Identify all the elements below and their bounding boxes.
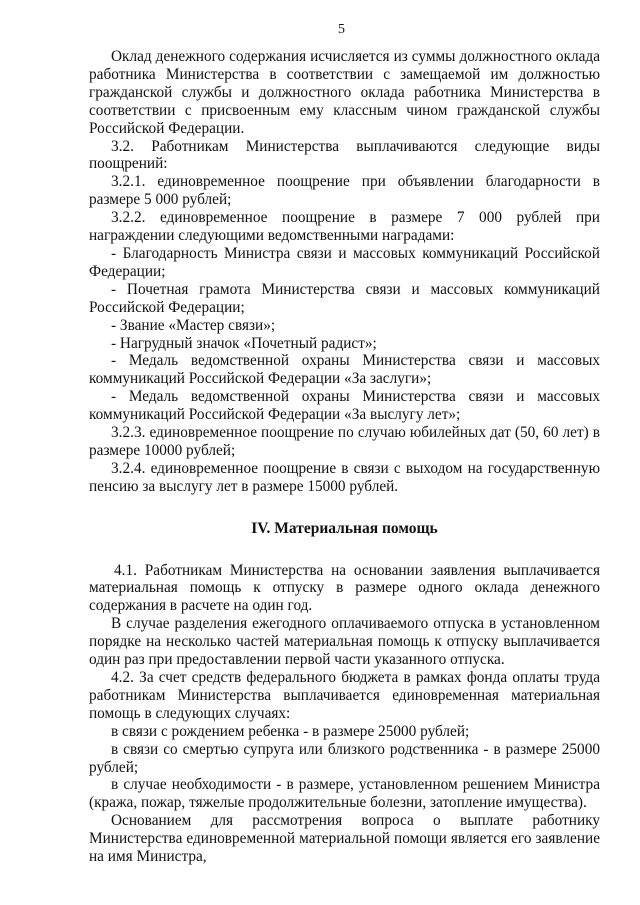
paragraph-salary-composition: Оклад денежного содержания исчисляется из суммы должностного оклада работника Министерства в соответствии с замещаемой им должностью гражданской службы и должностного оклада работника Министерства в соответствии с присвоенным ему классным чином гражданской службы Российской Федерации. [89,48,600,137]
paragraph-3-2-2: 3.2.2. единовременное поощрение в размере 7 000 рублей при награждении следующими ведомственными наградами: [89,209,600,245]
award-list-item-master-title: - Звание «Мастер связи»; [111,316,276,334]
aid-case-bereavement: в связи со смертью супруга или близкого родственника - в размере 25000 рублей; [89,740,600,776]
paragraph-4-2: 4.2. За счет средств федерального бюджета в рамках фонда оплаты труда работникам Министерства выплачивается единовременная материальная помощь в следующих случаях: [89,669,600,722]
award-list-item-honor-certificate: - Почетная грамота Министерства связи и массовых коммуникаций Российской Федерации; [89,280,600,316]
paragraph-3-2-3: 3.2.3. единовременное поощрение по случаю юбилейных дат (50, 60 лет) в размере 10000 рублей; [89,424,600,459]
award-list-item-radio-badge: - Нагрудный значок «Почетный радист»; [111,334,377,352]
section-heading-material-aid: IV. Материальная помощь [251,519,438,537]
aid-case-necessity: в случае необходимости - в размере, установленном решением Министра (кража, пожар, тяжелые продолжительные болезни, затопление имущества). [89,776,600,812]
award-list-item-minister-gratitude: - Благодарность Министра связи и массовых коммуникаций Российской Федерации; [89,244,600,280]
award-list-item-service-medal: - Медаль ведомственной охраны Министерства связи и массовых коммуникаций Российской Федерации «За выслугу лет»; [89,388,600,424]
document-page [89,22,600,866]
paragraph-vacation-split: В случае разделения ежегодного оплачиваемого отпуска в установленном порядке на несколько частей материальная помощь к отпуску выплачивается один раз при предоставлении первой части указанного отпуска. [89,615,600,669]
award-list-item-merit-medal: - Медаль ведомственной охраны Министерства связи и массовых коммуникаций Российской Федерации «За заслуги»; [89,352,600,388]
paragraph-application-basis: Основанием для рассмотрения вопроса о выплате работнику Министерства единовременной материальной помощи является его заявление на имя Министра, [89,812,600,866]
paragraph-3-2-4: 3.2.4. единовременное поощрение в связи с выходом на государственную пенсию за выслугу лет в размере 15000 рублей. [89,459,600,495]
paragraph-3-2: 3.2. Работникам Министерства выплачиваются следующие виды поощрений: [89,137,600,173]
paragraph-4-1: 4.1. Работникам Министерства на основании заявления выплачивается материальная помощь к отпуску в размере одного оклада денежного содержания в расчете на один год. [89,561,600,615]
aid-case-child-birth: в связи с рождением ребенка - в размере 25000 рублей; [111,722,470,740]
page-number: 5 [338,22,345,37]
paragraph-3-2-1: 3.2.1. единовременное поощрение при объявлении благодарности в размере 5 000 рублей; [89,173,600,209]
